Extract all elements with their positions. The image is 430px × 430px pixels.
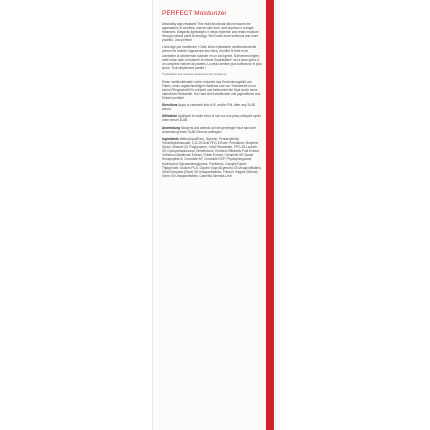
product-title: PERFECT Moisturizer: [162, 10, 227, 17]
utilisation-text: Appliquer le matin et/ou le soir sur une peau nettoyée après votre sérum 3LAB.: [162, 114, 261, 123]
anwendung-label: Anwendung: [162, 125, 180, 130]
directions-text: Apply to cleansed skin A.M. and/or P.M. after any 3LAB serum.: [162, 103, 255, 112]
utilisation: [162, 114, 262, 122]
french-footnote: *hydratation des couches supérieures de l'épiderme.: [162, 71, 228, 76]
french-description: L'anti-âge par excellence ! Cette lotion hydratante multifonctionnelle permet de réduire l'apparence des rides, d'unifier le teint et de combattre la sécheresse cutanée en un seul geste. Divinement légère, cette lotion aide à restaurer et retenir l'hydratation* de la peau grâce à un complexe naturel de plantes. La peau semble plus lumineuse et plus jeune. Tout simplement parfait !: [162, 45, 262, 70]
carton-label-text: [162, 10, 262, 181]
ingredients-label: Ingredients: [162, 137, 179, 142]
german-description: Diese multifunktionale Lotion reduziert das Erscheinungsbild von Falten, eines ungleichmäßigen Hauttons und von Trockenheit in nur einem Pflegeschritt! Es erfrischt und befeuchtet die Haut durch seine natürlichen Wirkstoffe. Die Haut sieht strahlender und jugendlicher aus. Einfach perfekt!: [162, 79, 261, 100]
anwendung-text: Morgens und abends auf die gereinigte Haut nach der Anwendung eines 3LAB Serums auftragen.: [162, 125, 256, 134]
ingredients: [162, 137, 262, 177]
utilisation-label: Utilisation: [162, 114, 178, 119]
english-description: Absolutely age-resistant! This multi-functional lotion reduces the appearance of wrinkles, uneven skin tone, and dryness in a single treatment. Elegantly lightweight, it helps replenish and retain moisture through natural plant technology. Skin looks more luminous and more youthful. Just perfect!: [162, 22, 259, 43]
red-stripe: [266, 0, 274, 430]
directions: [162, 103, 262, 111]
anwendung: [162, 126, 262, 134]
directions-label: Directions: [162, 103, 178, 108]
ingredients-text: Water(Aqua/Eau), Glycerin, Pentaerythrityl Tetraethylhexanoate, C12-20 Acid PEG-8 Ester, Petrolatum, Butylene Glycol, Mineral Oil, Polypropene, Cetyl Ricinoleate, PPG-25-Laureth-25, Cyclopentasiloxane, Dimethicone, Emblica Officinalis Fruit Extract, Crithmum Maritimum Extract, Pollen Extract, Ceramide NP, Acetyl Hexapeptide-8, Ceramide AP, Ceramide EOP, Phytosphingosine, Hydrolyzed Glycosaminoglycans, Panthenol, Caprylic/Capric Triglyceride, Sodium PCA, Glycine Soja (Soybean) Oil Unsaponifiables, Olea Europaea (Olive) Oil Unsaponifiables, Triticum Vulgare (Wheat) Germ Oil Unsaponifiables, Camellia Sinensis Leaf: [162, 137, 262, 178]
